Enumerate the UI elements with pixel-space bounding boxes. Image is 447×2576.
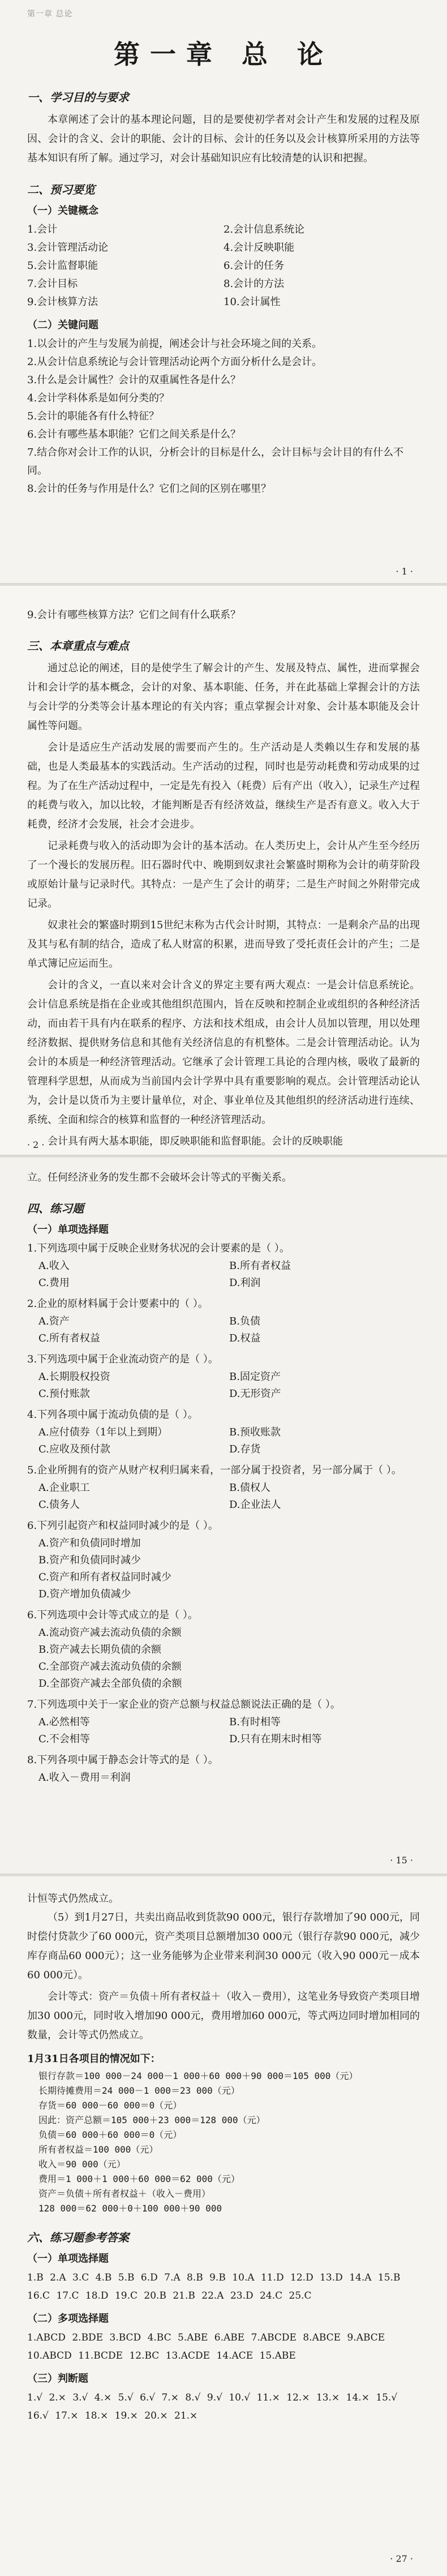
paragraph: （5）到1月27日，共卖出商品收到货款90 000元，银行存款增加了90 000元，同时偿付贷款少了60 000元，资产类项目总额增加30 000元（银行存款90 000元，减少库存商品60 000元）；这一业务能够为企业带来利润30 000元（收入90 000元－成本60 000元）。 [27, 1911, 420, 1981]
question-item: 2.从会计信息系统论与会计管理活动论两个方面分析什么是会计。 [27, 356, 323, 368]
mcq-question: 3.下列选项中属于企业流动资产的是（ ）。 [27, 1353, 218, 1365]
subsection-title: （一）关键概念 [27, 205, 98, 217]
mcq-option: D.企业法人 [229, 1499, 281, 1511]
subsection-title: （一）单项选择题 [27, 1224, 109, 1236]
mcq-option: B.固定资产 [229, 1371, 281, 1383]
concept-item: 10.会计属性 [224, 296, 281, 308]
mcq-options [27, 1625, 420, 1692]
mcq-question: 4.下列各项中属于流动负债的是（ ）。 [27, 1409, 198, 1421]
mcq-option: B.债权人 [229, 1482, 270, 1494]
concept-item: 2.会计信息系统论 [224, 224, 305, 235]
calc-line: 128 000＝62 000＋0＋100 000＋90 000 [38, 2203, 222, 2214]
mcq-option: C.所有者权益 [38, 1332, 100, 1344]
mcq-question: 7.下列选项中关于一家企业的资产总额与权益总额说法正确的是（ ）。 [27, 1699, 341, 1711]
question-item: 8.会计的任务与作用是什么？它们之间的区别在哪里？ [27, 483, 272, 495]
page-number: · 15 · [390, 1855, 413, 1866]
mcq-question: 8.下列各项中属于静态会计等式的是（ ）。 [27, 1754, 218, 1766]
mcq-option: C.应收及预付款 [38, 1443, 110, 1455]
subsection-title: （一）单项选择题 [27, 2253, 109, 2265]
paragraph: 会计的含义，一直以来对会计含义的界定主要有两大观点：一是会计信息系统论。会计信息系统是指在企业或其他组织范围内，旨在反映和控制企业或组织的各种经济活动，而由若干具有内在联系的程序、方法和技术组成，由会计人员加以管理，用以处理经济数据、提供财务信息和其他有关经济信息的有机整体。二是会计管理活动论。认为会计的本质是一种经济管理活动。它继承了会计管理工具论的合理内核，吸收了最新的管理科学思想，从而成为当前国内会计学界中具有重要影响的观点。会计管理活动论认为，会计是以货币为主要计量单位，对企、事业单位及其他组织的经济活动进行连续、系统、全面和综合的核算和监督的一种经济管理活动。 [27, 979, 420, 1126]
mcq-options [27, 1480, 420, 1514]
concept-item: 3.会计管理活动论 [27, 242, 109, 254]
section-title: 六、练习题参考答案 [27, 2231, 129, 2244]
section-title: 三、本章重点与难点 [27, 639, 129, 653]
calc-line: 银行存款＝100 000－24 000－1 000＋60 000＋90 000＝105 000（元） [38, 2071, 358, 2081]
section-title: 二、预习要览 [27, 183, 95, 196]
mcq-option: B.有时相等 [229, 1716, 281, 1728]
mcq-option: A.收入 [38, 1260, 70, 1272]
concept-item: 7.会计目标 [27, 278, 78, 290]
mcq-option: A.必然相等 [38, 1716, 90, 1728]
mcq-option: A.流动资产减去流动负债的余额 [38, 1627, 182, 1639]
mcq-option: A.企业职工 [38, 1482, 90, 1494]
carry-line: 立。任何经济业务的发生都不会破坏会计等式的平衡关系。 [27, 1172, 292, 1184]
subsection-title: （二）关键问题 [27, 319, 98, 331]
mcq-option: D.全部资产减去全部负债的余额 [38, 1678, 182, 1690]
mcq-option: C.全部资产减去流动负债的余额 [38, 1661, 182, 1673]
concept-item: 4.会计反映职能 [224, 242, 295, 254]
subsection-title: （三）判断题 [27, 2373, 88, 2385]
mcq-option: C.不会相等 [38, 1733, 90, 1745]
calc-line: 长期待摊费用＝24 000－1 000＝23 000（元） [38, 2085, 240, 2096]
mcq-options [27, 1369, 420, 1403]
subsection-title: （二）多项选择题 [27, 2313, 109, 2325]
mcq-option: C.费用 [38, 1277, 70, 1289]
question-item: 1.以会计的产生与发展为前提，阐述会计与社会环境之间的关系。 [27, 338, 323, 350]
page-3 [0, 1158, 447, 1876]
calc-line: 存货＝60 000－60 000＝0（元） [38, 2100, 182, 2111]
running-head: 第一章 总论 [27, 10, 73, 19]
calc-line: 收入＝90 000（元） [38, 2159, 126, 2170]
paragraph: 会计是适应生产活动发展的需要而产生的。生产活动是人类赖以生存和发展的基础，也是人类最基本的实践活动。生产活动的过程，同时也是劳动耗费和劳动成果的过程。为了在生产活动过程中，一定是先有投入（耗费）后有产出（收入），记录生产过程的耗费与收入，加以比较，才能判断是否有经济效益，继续生产是否有意义。收入大于耗费，经济才会发展，社会才会进步。 [27, 741, 420, 830]
calc-line: 资产＝负债＋所有者权益＋（收入－费用） [38, 2188, 211, 2199]
subsection-title: 1月31日各项目的情况如下： [27, 2053, 161, 2065]
concept-item: 6.会计的任务 [224, 260, 285, 272]
page-number: · 27 · [390, 2553, 413, 2564]
concept-item: 1.会计 [27, 224, 58, 235]
concept-list [27, 221, 420, 311]
section-title: 一、学习目的与要求 [27, 91, 129, 104]
mcq-option: D.权益 [229, 1332, 261, 1344]
paragraph: 本章阐述了会计的基本理论问题，目的是要使初学者对会计产生和发展的过程及原因、会计的含义、会计的职能、会计的目标、会计的任务以及会计核算所采用的方法等基本知识有所了解。通过学习，对会计基础知识应有比较清楚的认识和把握。 [27, 114, 420, 164]
calc-line: 因此：资产总额＝105 000＋23 000＝128 000（元） [38, 2115, 265, 2125]
page-2 [0, 586, 447, 1158]
question-item: 7.结合你对会计工作的认识，分析会计的目标是什么，会计目标与会计目的有什么不同。 [27, 447, 404, 477]
paragraph: 会计等式：资产＝负债＋所有者权益＋（收入－费用），这笔业务导致资产类项目增加30 000元，同时收入增加90 000元，费用增加60 000元，等式两边同时增加相同的数量，会计等式仍然成立。 [27, 1991, 420, 2041]
mcq-question: 5.企业所拥有的资产从财产权利归属来看，一部分属于投资者，另一部分属于（ ）。 [27, 1464, 402, 1476]
page-1 [0, 0, 447, 586]
mcq-option: A.资产和负债同时增加 [38, 1537, 141, 1549]
mcq-option: D.无形资产 [229, 1388, 281, 1400]
mcq-options [27, 1313, 420, 1347]
question-item: 4.会计学科体系是如何分类的？ [27, 392, 170, 404]
mcq-options [27, 1714, 420, 1748]
mcq-option: A.资产 [38, 1315, 70, 1327]
mcq-option: A.应付债券（1年以上到期） [38, 1426, 168, 1438]
mcq-option: B.所有者权益 [229, 1260, 291, 1272]
mcq-option: D.利润 [229, 1277, 261, 1289]
paragraph: 会计具有两大基本职能，即反映职能和监督职能。会计的反映职能 [48, 1135, 343, 1147]
mcq-question: 6.下列选项中会计等式成立的是（ ）。 [27, 1609, 198, 1621]
mcq-options [27, 1769, 420, 1786]
mcq-option: C.债务人 [38, 1499, 80, 1511]
paragraph: 奴隶社会的繁盛时期到15世纪末称为古代会计时期，其特点：一是剩余产品的出现及其与私有制的结合，造成了私人财富的积累，进而导致了受托责任会计的产生；二是单式簿记应运而生。 [27, 919, 420, 970]
page-4 [0, 1876, 447, 2576]
mcq-option: D.存货 [229, 1443, 261, 1455]
mcq-option: C.预付账款 [38, 1388, 90, 1400]
answer-list: 1.√ 2.× 3.√ 4.× 5.√ 6.√ 7.× 8.√ 9.√ 10.√ 11.× 12.× 13.× 14.× 15.√ 16.√ 17.× 18.× 19.× 20.× 21.× [27, 2392, 398, 2421]
mcq-option: D.资产增加负债减少 [38, 1588, 131, 1600]
paragraph: 记录耗费与收入的活动即为会计的基本活动。在人类历史上，会计从产生至今经历了一个漫长的发展历程。旧石器时代中、晚期到奴隶社会繁盛时期称为会计的萌芽阶段或原始计量与记录时代。其特点：一是产生了会计的萌芽；二是生产时间之外附带完成记录。 [27, 840, 420, 910]
calc-line: 负债＝60 000＋60 000＝0（元） [38, 2129, 182, 2140]
mcq-option: C.资产和所有者权益同时减少 [38, 1571, 171, 1583]
question-item: 5.会计的职能各有什么特征？ [27, 410, 160, 422]
mcq-question: 1.下列选项中属于反映企业财务状况的会计要素的是（ ）。 [27, 1242, 290, 1254]
mcq-options [27, 1535, 420, 1603]
paragraph: 通过总论的阐述，目的是使学生了解会计的产生、发展及特点、属性，进而掌握会计和会计学的基本概念，会计的对象、基本职能、任务，并在此基础上掌握会计的方法与会计学的分类等会计基本理论的有关内容；重点掌握会计对象、会计基本职能及会计属性等问题。 [27, 662, 420, 732]
mcq-option: B.预收账款 [229, 1426, 281, 1438]
calc-line: 费用＝1 000＋1 000＋60 000＝62 000（元） [38, 2174, 240, 2184]
page-number: · 2 · [27, 1139, 45, 1150]
section-title: 四、练习题 [27, 1202, 84, 1215]
question-item: 6.会计有哪些基本职能？它们之间关系是什么？ [27, 428, 241, 440]
mcq-question: 2.企业的原材料属于会计要素中的（ ）。 [27, 1298, 208, 1310]
chapter-title: 第一章 总 论 [113, 39, 334, 70]
mcq-options [27, 1424, 420, 1458]
mcq-option: B.资产减去长期负债的余额 [38, 1644, 161, 1656]
mcq-option: A.收入－费用＝利润 [38, 1772, 131, 1784]
calc-line: 所有者权益＝100 000（元） [38, 2144, 158, 2155]
mcq-option: B.资产和负债同时减少 [38, 1554, 141, 1566]
page-number: · 1 · [396, 566, 413, 577]
mcq-option: A.长期股权投资 [38, 1371, 110, 1383]
mcq-options [27, 1258, 420, 1292]
question-item: 9.会计有哪些核算方法？它们之间有什么联系？ [27, 609, 241, 621]
answer-list: 1.B 2.A 3.C 4.B 5.B 6.D 7.A 8.B 9.B 10.A 11.D 12.D 13.D 14.A 15.B 16.C 17.C 18.D 19.C 20.B 21.B 22.A 23.D 24.C 25.C [27, 2272, 401, 2301]
question-item: 3.什么是会计属性？会计的双重属性各是什么？ [27, 374, 241, 386]
answer-list: 1.ABCD 2.BDE 3.BCD 4.BC 5.ABE 6.ABE 7.ABCDE 8.ABCE 9.ABCE 10.ABCD 11.BCDE 12.BC 13.ACDE 14.ACE 15.ABE [27, 2332, 385, 2361]
concept-item: 8.会计的方法 [224, 278, 285, 290]
carry-line: 计恒等式仍然成立。 [27, 1893, 119, 1905]
concept-item: 5.会计监督职能 [27, 260, 98, 272]
mcq-question: 6.下列引起资产和权益同时减少的是（ ）。 [27, 1520, 218, 1532]
mcq-option: D.只有在期末时相等 [229, 1733, 322, 1745]
concept-item: 9.会计核算方法 [27, 296, 98, 308]
mcq-option: B.负债 [229, 1315, 260, 1327]
